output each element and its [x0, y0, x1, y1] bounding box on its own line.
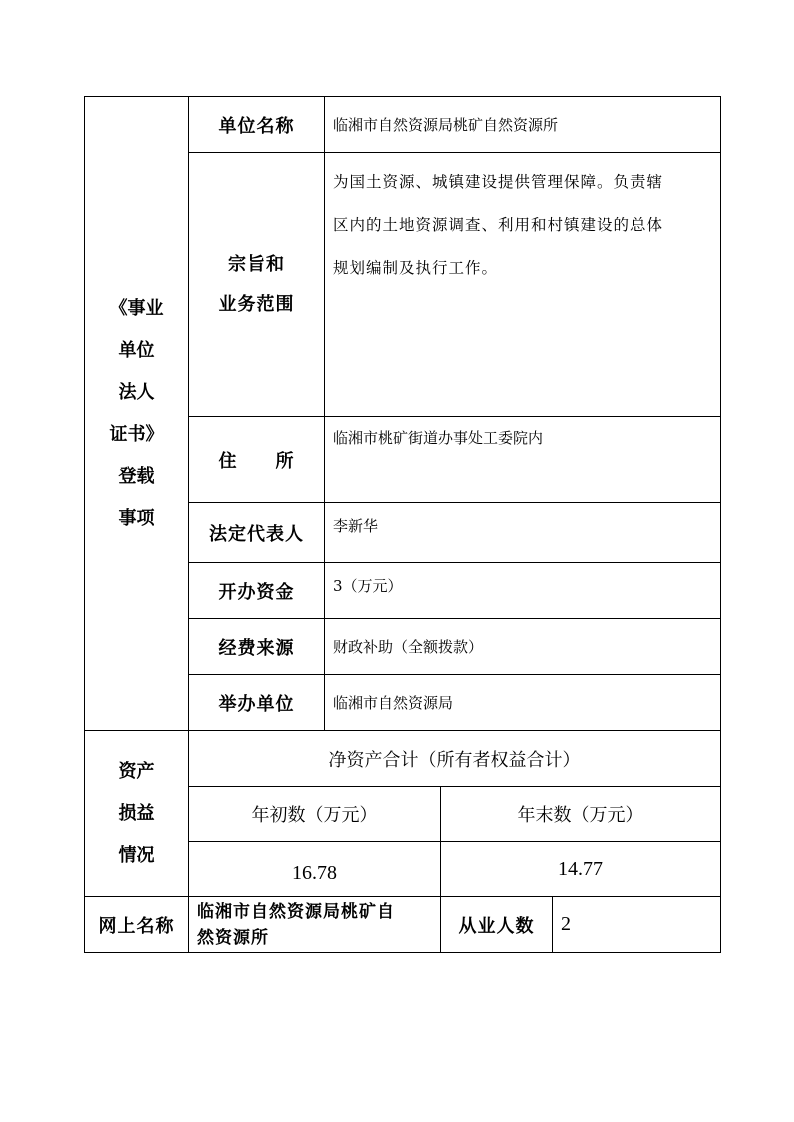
purpose-label-line: 宗旨和 — [228, 253, 285, 275]
assets-label-line: 情况 — [118, 844, 155, 866]
legal-rep-label: 法定代表人 — [189, 503, 325, 563]
online-name-value — [189, 897, 441, 953]
online-name-line: 然资源所 — [197, 927, 269, 948]
online-name-label: 网上名称 — [85, 897, 189, 953]
purpose-value-line: 为国土资源、城镇建设提供管理保障。负责辖 — [333, 173, 664, 191]
registration-form-table — [84, 96, 721, 953]
purpose-value-line: 区内的土地资源调查、利用和村镇建设的总体 — [333, 216, 664, 234]
unit-name-label: 单位名称 — [189, 97, 325, 153]
purpose-label — [189, 153, 325, 417]
section-label-line: 《事业 — [109, 297, 164, 319]
end-of-year-header: 年末数（万元） — [441, 787, 721, 842]
funding-label: 经费来源 — [189, 619, 325, 675]
unit-name-value: 临湘市自然资源局桃矿自然资源所 — [325, 97, 721, 153]
section-label-line: 单位 — [118, 339, 155, 361]
capital-value: 3（万元） — [325, 563, 721, 619]
purpose-label-line: 业务范围 — [218, 293, 295, 315]
begin-of-year-header: 年初数（万元） — [189, 787, 441, 842]
certificate-section-label — [85, 97, 189, 731]
online-name-line: 临湘市自然资源局桃矿自 — [197, 901, 395, 922]
purpose-value — [325, 153, 721, 417]
staff-count-label: 从业人数 — [441, 897, 553, 953]
assets-label-line: 损益 — [118, 802, 155, 824]
purpose-value-line: 规划编制及执行工作。 — [333, 259, 499, 277]
sponsor-label: 举办单位 — [189, 675, 325, 731]
net-assets-header: 净资产合计（所有者权益合计） — [189, 731, 721, 787]
sponsor-value: 临湘市自然资源局 — [325, 675, 721, 731]
assets-label-line: 资产 — [118, 760, 155, 782]
capital-label: 开办资金 — [189, 563, 325, 619]
section-label-line: 登载 — [118, 465, 155, 487]
end-of-year-value: 14.77 — [441, 842, 721, 897]
legal-rep-value: 李新华 — [325, 503, 721, 563]
begin-of-year-value: 16.78 — [189, 842, 441, 897]
address-value: 临湘市桃矿街道办事处工委院内 — [325, 417, 721, 503]
section-label-line: 证书》 — [109, 423, 164, 445]
funding-value: 财政补助（全额拨款） — [325, 619, 721, 675]
staff-count-value: 2 — [553, 897, 721, 953]
address-label: 住 所 — [189, 417, 325, 503]
assets-section-label — [85, 731, 189, 897]
section-label-line: 事项 — [118, 507, 155, 529]
section-label-line: 法人 — [118, 381, 155, 403]
